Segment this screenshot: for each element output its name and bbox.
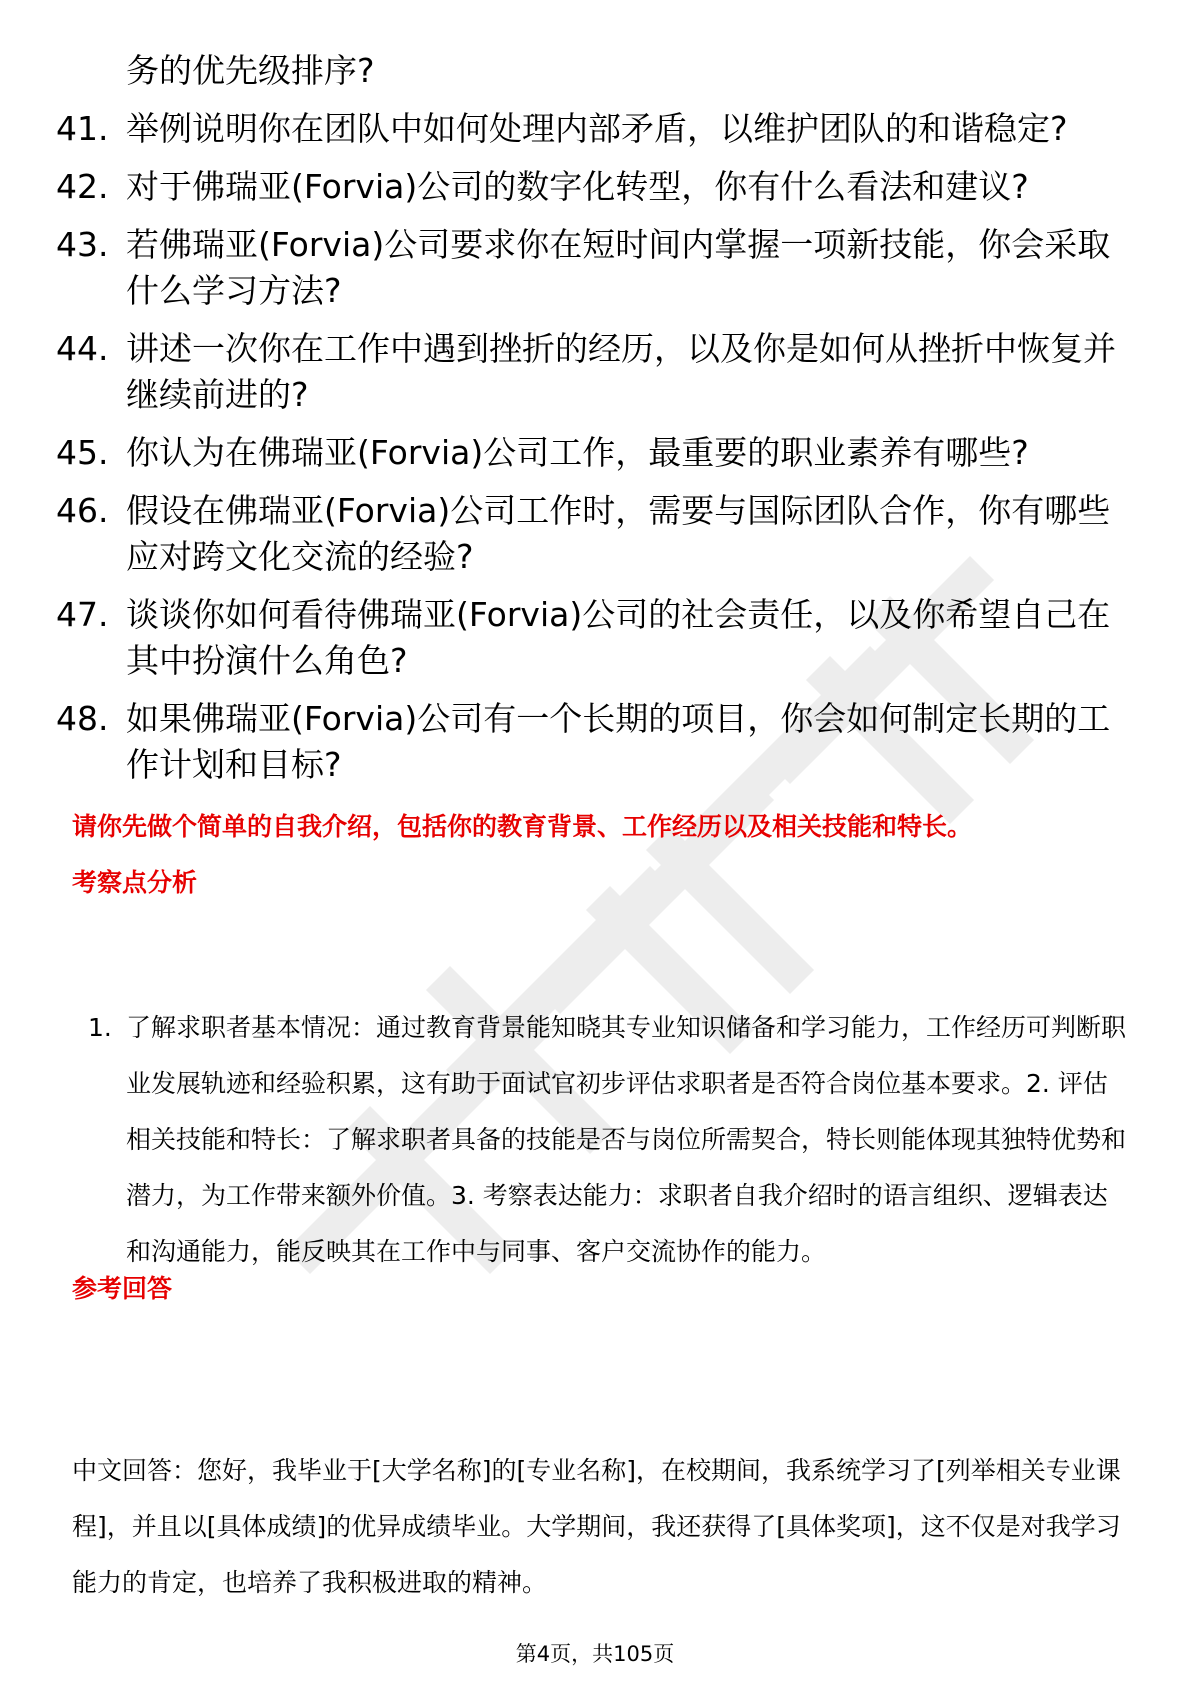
item-text: 谈谈你如何看待佛瑞亚(Forvia)公司的社会责任，以及你希望自己在其中扮演什么角色? — [126, 595, 1111, 680]
analysis-title: 考察点分析 — [72, 868, 198, 897]
answer-text: 中文回答：您好，我毕业于[大学名称]的[专业名称]，在校期间，我系统学习了[列举相关专业课程]，并且以[具体成绩]的优异成绩毕业。大学期间，我还获得了[具体奖项]，这不仅是对我学习能力的肯定，也培养了我积极进取的精神。 — [72, 1456, 1121, 1597]
item-number: 41. — [56, 109, 109, 148]
analysis-number: 1. — [88, 1013, 112, 1042]
item-number: 44. — [56, 329, 109, 368]
question-list — [56, 48, 1136, 800]
list-item — [56, 696, 1136, 788]
item-text: 讲述一次你在工作中遇到挫折的经历，以及你是如何从挫折中恢复并继续前进的? — [126, 329, 1116, 414]
list-item — [56, 106, 1136, 152]
list-item — [56, 592, 1136, 684]
item-text: 你认为在佛瑞亚(Forvia)公司工作，最重要的职业素养有哪些? — [126, 433, 1029, 472]
item-number: 43. — [56, 225, 109, 264]
item-number: 48. — [56, 699, 109, 738]
question-title: 请你先做个简单的自我介绍，包括你的教育背景、工作经历以及相关技能和特长。 — [72, 812, 973, 841]
list-item — [56, 488, 1136, 580]
item-number: 47. — [56, 595, 109, 634]
item-number: 42. — [56, 167, 109, 206]
list-item — [56, 164, 1136, 210]
page-number: 第4页，共105页 — [515, 1642, 675, 1666]
answer-title: 参考回答 — [72, 1274, 173, 1303]
item-text: 务的优先级排序? — [126, 51, 375, 90]
item-text: 假设在佛瑞亚(Forvia)公司工作时，需要与国际团队合作，你有哪些应对跨文化交流的经验? — [126, 491, 1111, 576]
item-text: 对于佛瑞亚(Forvia)公司的数字化转型，你有什么看法和建议? — [126, 167, 1029, 206]
item-text: 若佛瑞亚(Forvia)公司要求你在短时间内掌握一项新技能，你会采取什么学习方法? — [126, 225, 1111, 310]
item-text: 举例说明你在团队中如何处理内部矛盾，以维护团队的和谐稳定? — [126, 109, 1068, 148]
list-item — [56, 48, 1136, 94]
item-number: 45. — [56, 433, 109, 472]
analysis-text: 了解求职者基本情况：通过教育背景能知晓其专业知识储备和学习能力，工作经历可判断职业发展轨迹和经验积累，这有助于面试官初步评估求职者是否符合岗位基本要求。2. 评估相关技能和特长：了解求职者具备的技能是否与岗位所需契合，特长则能体现其独特优势和潜力，为工作带来额外价值。3. 考察表达能力：求职者自我介绍时的语言组织、逻辑表达和沟通能力，能反映其在工作中与同事、客户交流协作的能力。 — [126, 1013, 1127, 1266]
list-item — [56, 222, 1136, 314]
analysis-paragraph — [88, 1000, 1128, 1280]
list-item — [56, 326, 1136, 418]
list-item — [56, 430, 1136, 476]
item-text: 如果佛瑞亚(Forvia)公司有一个长期的项目，你会如何制定长期的工作计划和目标? — [126, 699, 1111, 784]
item-number: 46. — [56, 491, 109, 530]
